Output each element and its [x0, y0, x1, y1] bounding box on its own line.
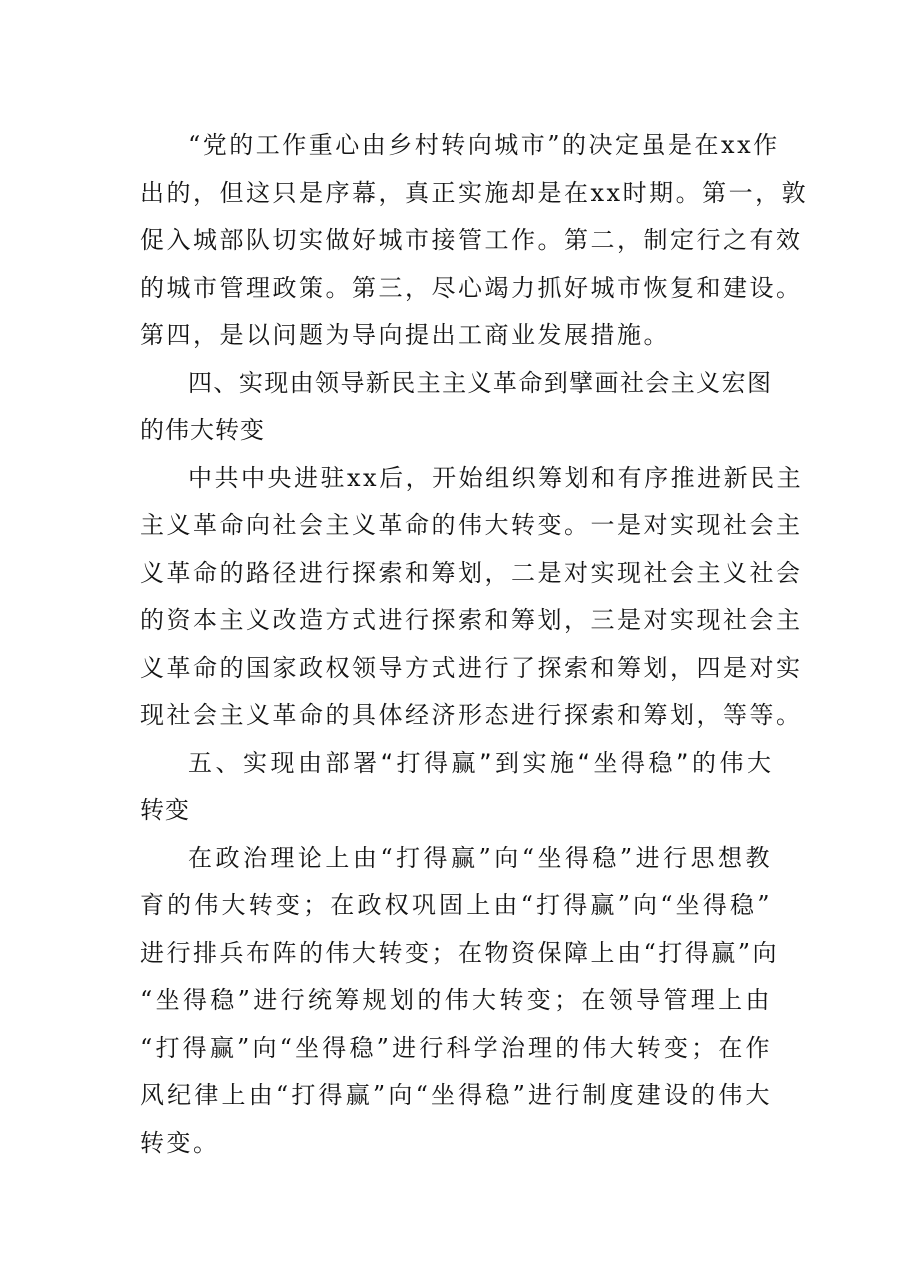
- paragraph-line: 的资本主义改造方式进行探索和筹划，三是对实现社会主: [140, 606, 803, 634]
- paragraph-line: 第四，是以问题为导向提出工商业发展措施。: [140, 321, 670, 349]
- paragraph-socialist-revolution: [140, 455, 804, 740]
- paragraph-line: 义革命的国家政权领导方式进行了探索和筹划，四是对实: [140, 653, 803, 682]
- paragraph-line: 进行排兵布阵的伟大转变；在物资保障上由“打得赢”向: [140, 938, 780, 967]
- heading-line: 转变: [140, 796, 190, 824]
- heading-line: 四、实现由领导新民主主义革命到擘画社会主义宏图: [188, 368, 772, 397]
- paragraph-line: 义革命的路径进行探索和筹划，二是对实现社会主义社会: [140, 558, 803, 587]
- heading-line: 五、实现由部署“打得赢”到实施“坐得稳”的伟大: [188, 748, 772, 777]
- paragraph-line: “坐得稳”进行统筹规划的伟大转变；在领导管理上由: [140, 986, 772, 1014]
- document-body: [140, 122, 809, 1167]
- heading-line: 的伟大转变: [140, 416, 265, 444]
- paragraph-line: 转变。: [140, 1128, 220, 1157]
- paragraph-line: 育的伟大转变；在政权巩固上由“打得赢”向“坐得稳”: [140, 891, 772, 919]
- paragraph-line: “党的工作重心由乡村转向城市”的决定虽是在xx作: [188, 131, 780, 159]
- paragraph-city-work: [140, 122, 809, 360]
- paragraph-line: 在政治理论上由“打得赢”向“坐得稳”进行思想教: [188, 843, 772, 872]
- paragraph-line: 的城市管理政策。第三，尽心竭力抓好城市恢复和建设。: [140, 273, 803, 302]
- section-heading-five: [140, 740, 772, 835]
- paragraph-line: 出的，但这只是序幕，真正实施却是在xx时期。第一，敦: [140, 178, 809, 207]
- paragraph-line: 促入城部队切实做好城市接管工作。第二，制定行之有效: [140, 226, 803, 254]
- paragraph-line: 现社会主义革命的具体经济形态进行探索和筹划，等等。: [140, 701, 803, 729]
- paragraph-line: 风纪律上由“打得赢”向“坐得稳”进行制度建设的伟大: [140, 1081, 772, 1109]
- paragraph-line: “打得赢”向“坐得稳”进行科学治理的伟大转变；在作: [140, 1033, 772, 1062]
- paragraph-line: 中共中央进驻xx后，开始组织筹划和有序推进新民主: [188, 463, 804, 492]
- paragraph-line: 主义革命向社会主义革命的伟大转变。一是对实现社会主: [140, 511, 803, 539]
- section-heading-four: [140, 360, 772, 455]
- paragraph-transformation: [140, 835, 780, 1168]
